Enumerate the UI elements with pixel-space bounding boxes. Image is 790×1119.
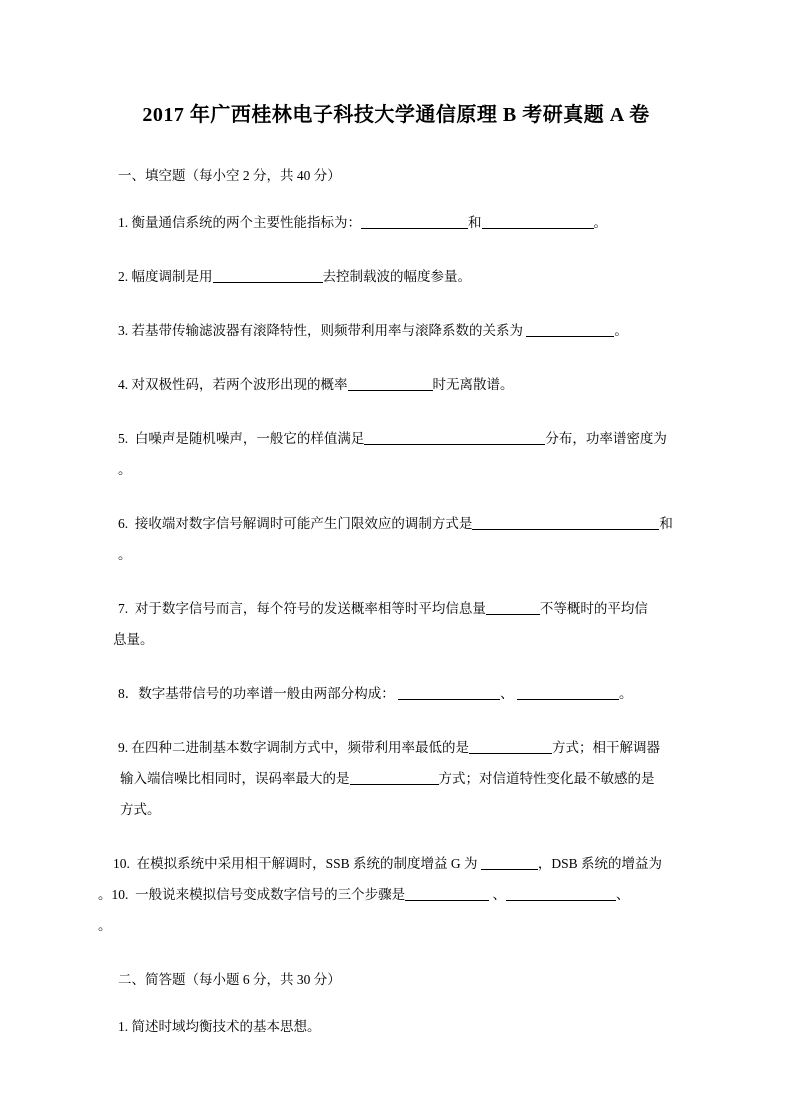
question-line <box>98 207 694 238</box>
question-text: 分布，功率谱密度为 <box>545 431 667 446</box>
section-1 <box>98 160 694 941</box>
fill-in-blank <box>506 888 616 901</box>
question-text: 和 <box>659 516 673 531</box>
question-line <box>98 910 694 941</box>
question-text: 。 <box>593 215 607 230</box>
question-text: 。10. 一般说来模拟信号变成数字信号的三个步骤是 <box>98 887 406 902</box>
question-text: 。 <box>619 686 633 701</box>
question-line <box>98 848 694 879</box>
question-text: 、 <box>616 887 630 902</box>
question-text: 2. 幅度调制是用 <box>118 269 213 284</box>
question-item <box>98 508 694 570</box>
question-item <box>98 1011 694 1042</box>
question-line <box>98 508 694 539</box>
section-heading: 二、简答题（每小题 6 分，共 30 分） <box>118 972 341 987</box>
question-item <box>98 423 694 485</box>
question-text: 。 <box>118 547 132 562</box>
fill-in-blank <box>481 857 538 870</box>
question-item <box>98 261 694 292</box>
question-line <box>98 423 694 454</box>
question-item <box>98 593 694 655</box>
fill-in-blank <box>364 432 545 445</box>
question-text: 3. 若基带传输滤波器有滚降特性，则频带利用率与滚降系数的关系为 <box>118 323 527 338</box>
question-item <box>98 207 694 238</box>
fill-in-blank <box>517 687 619 700</box>
question-line <box>98 539 694 570</box>
question-text: 方式；相干解调器 <box>552 740 660 755</box>
question-line <box>98 261 694 292</box>
fill-in-blank <box>472 517 659 530</box>
question-text: ，DSB 系统的增益为 <box>537 856 663 871</box>
question-text: 。 <box>614 323 628 338</box>
fill-in-blank <box>482 216 594 229</box>
fill-in-blank <box>405 888 489 901</box>
fill-in-blank <box>486 602 540 615</box>
question-text: 方式；对信道特性变化最不敏感的是 <box>438 771 655 786</box>
question-line <box>98 1011 694 1042</box>
question-text: 去控制载波的幅度参量。 <box>322 269 471 284</box>
question-text: 。 <box>98 918 112 933</box>
question-text: 输入端信噪比相同时，误码率最大的是 <box>120 771 350 786</box>
question-line <box>98 763 694 794</box>
question-text: 1. 简述时域均衡技术的基本思想。 <box>118 1019 321 1034</box>
question-item <box>98 678 694 709</box>
fill-in-blank <box>469 741 552 754</box>
question-line <box>98 315 694 346</box>
question-text: 、 <box>500 686 517 701</box>
question-item <box>98 369 694 400</box>
question-text: 5. 白噪声是随机噪声，一般它的样值满足 <box>118 431 365 446</box>
question-text: 10. 在模拟系统中采用相干解调时，SSB 系统的制度增益 G 为 <box>113 856 481 871</box>
question-text: 1. 衡量通信系统的两个主要性能指标为： <box>118 215 361 230</box>
question-text: 、 <box>489 887 506 902</box>
question-text: 8．数字基带信号的功率谱一般由两部分构成： <box>118 686 399 701</box>
question-item <box>98 732 694 825</box>
question-line <box>98 678 694 709</box>
fill-in-blank <box>348 378 433 391</box>
question-line <box>98 454 694 485</box>
question-text: 6. 接收端对数字信号解调时可能产生门限效应的调制方式是 <box>118 516 473 531</box>
fill-in-blank <box>213 270 323 283</box>
question-text: 不等概时的平均信 <box>539 601 648 616</box>
question-line <box>98 732 694 763</box>
fill-in-blank <box>350 772 439 785</box>
exam-title: 2017 年广西桂林电子科技大学通信原理 B 考研真题 A 卷 <box>142 104 650 126</box>
question-item <box>98 315 694 346</box>
section-2 <box>98 964 694 1042</box>
question-text: 9. 在四种二进制基本数字调制方式中，频带利用率最低的是 <box>118 740 469 755</box>
question-text: 。 <box>118 462 132 477</box>
fill-in-blank <box>398 687 500 700</box>
question-text: 4. 对双极性码，若两个波形出现的概率 <box>118 377 348 392</box>
question-line <box>98 879 694 910</box>
question-text: 息量。 <box>113 632 154 647</box>
section-heading: 一、填空题（每小空 2 分，共 40 分） <box>118 168 341 183</box>
question-text: 方式。 <box>120 802 161 817</box>
question-text: 和 <box>468 215 482 230</box>
question-item <box>98 848 694 941</box>
question-line <box>98 624 694 655</box>
question-line <box>98 369 694 400</box>
fill-in-blank <box>526 324 614 337</box>
question-line <box>98 794 694 825</box>
question-text: 时无离散谱。 <box>432 377 514 392</box>
question-line <box>98 593 694 624</box>
exam-body <box>98 160 694 1042</box>
question-text: 7. 对于数字信号而言，每个符号的发送概率相等时平均信息量 <box>118 601 486 616</box>
fill-in-blank <box>361 216 468 229</box>
